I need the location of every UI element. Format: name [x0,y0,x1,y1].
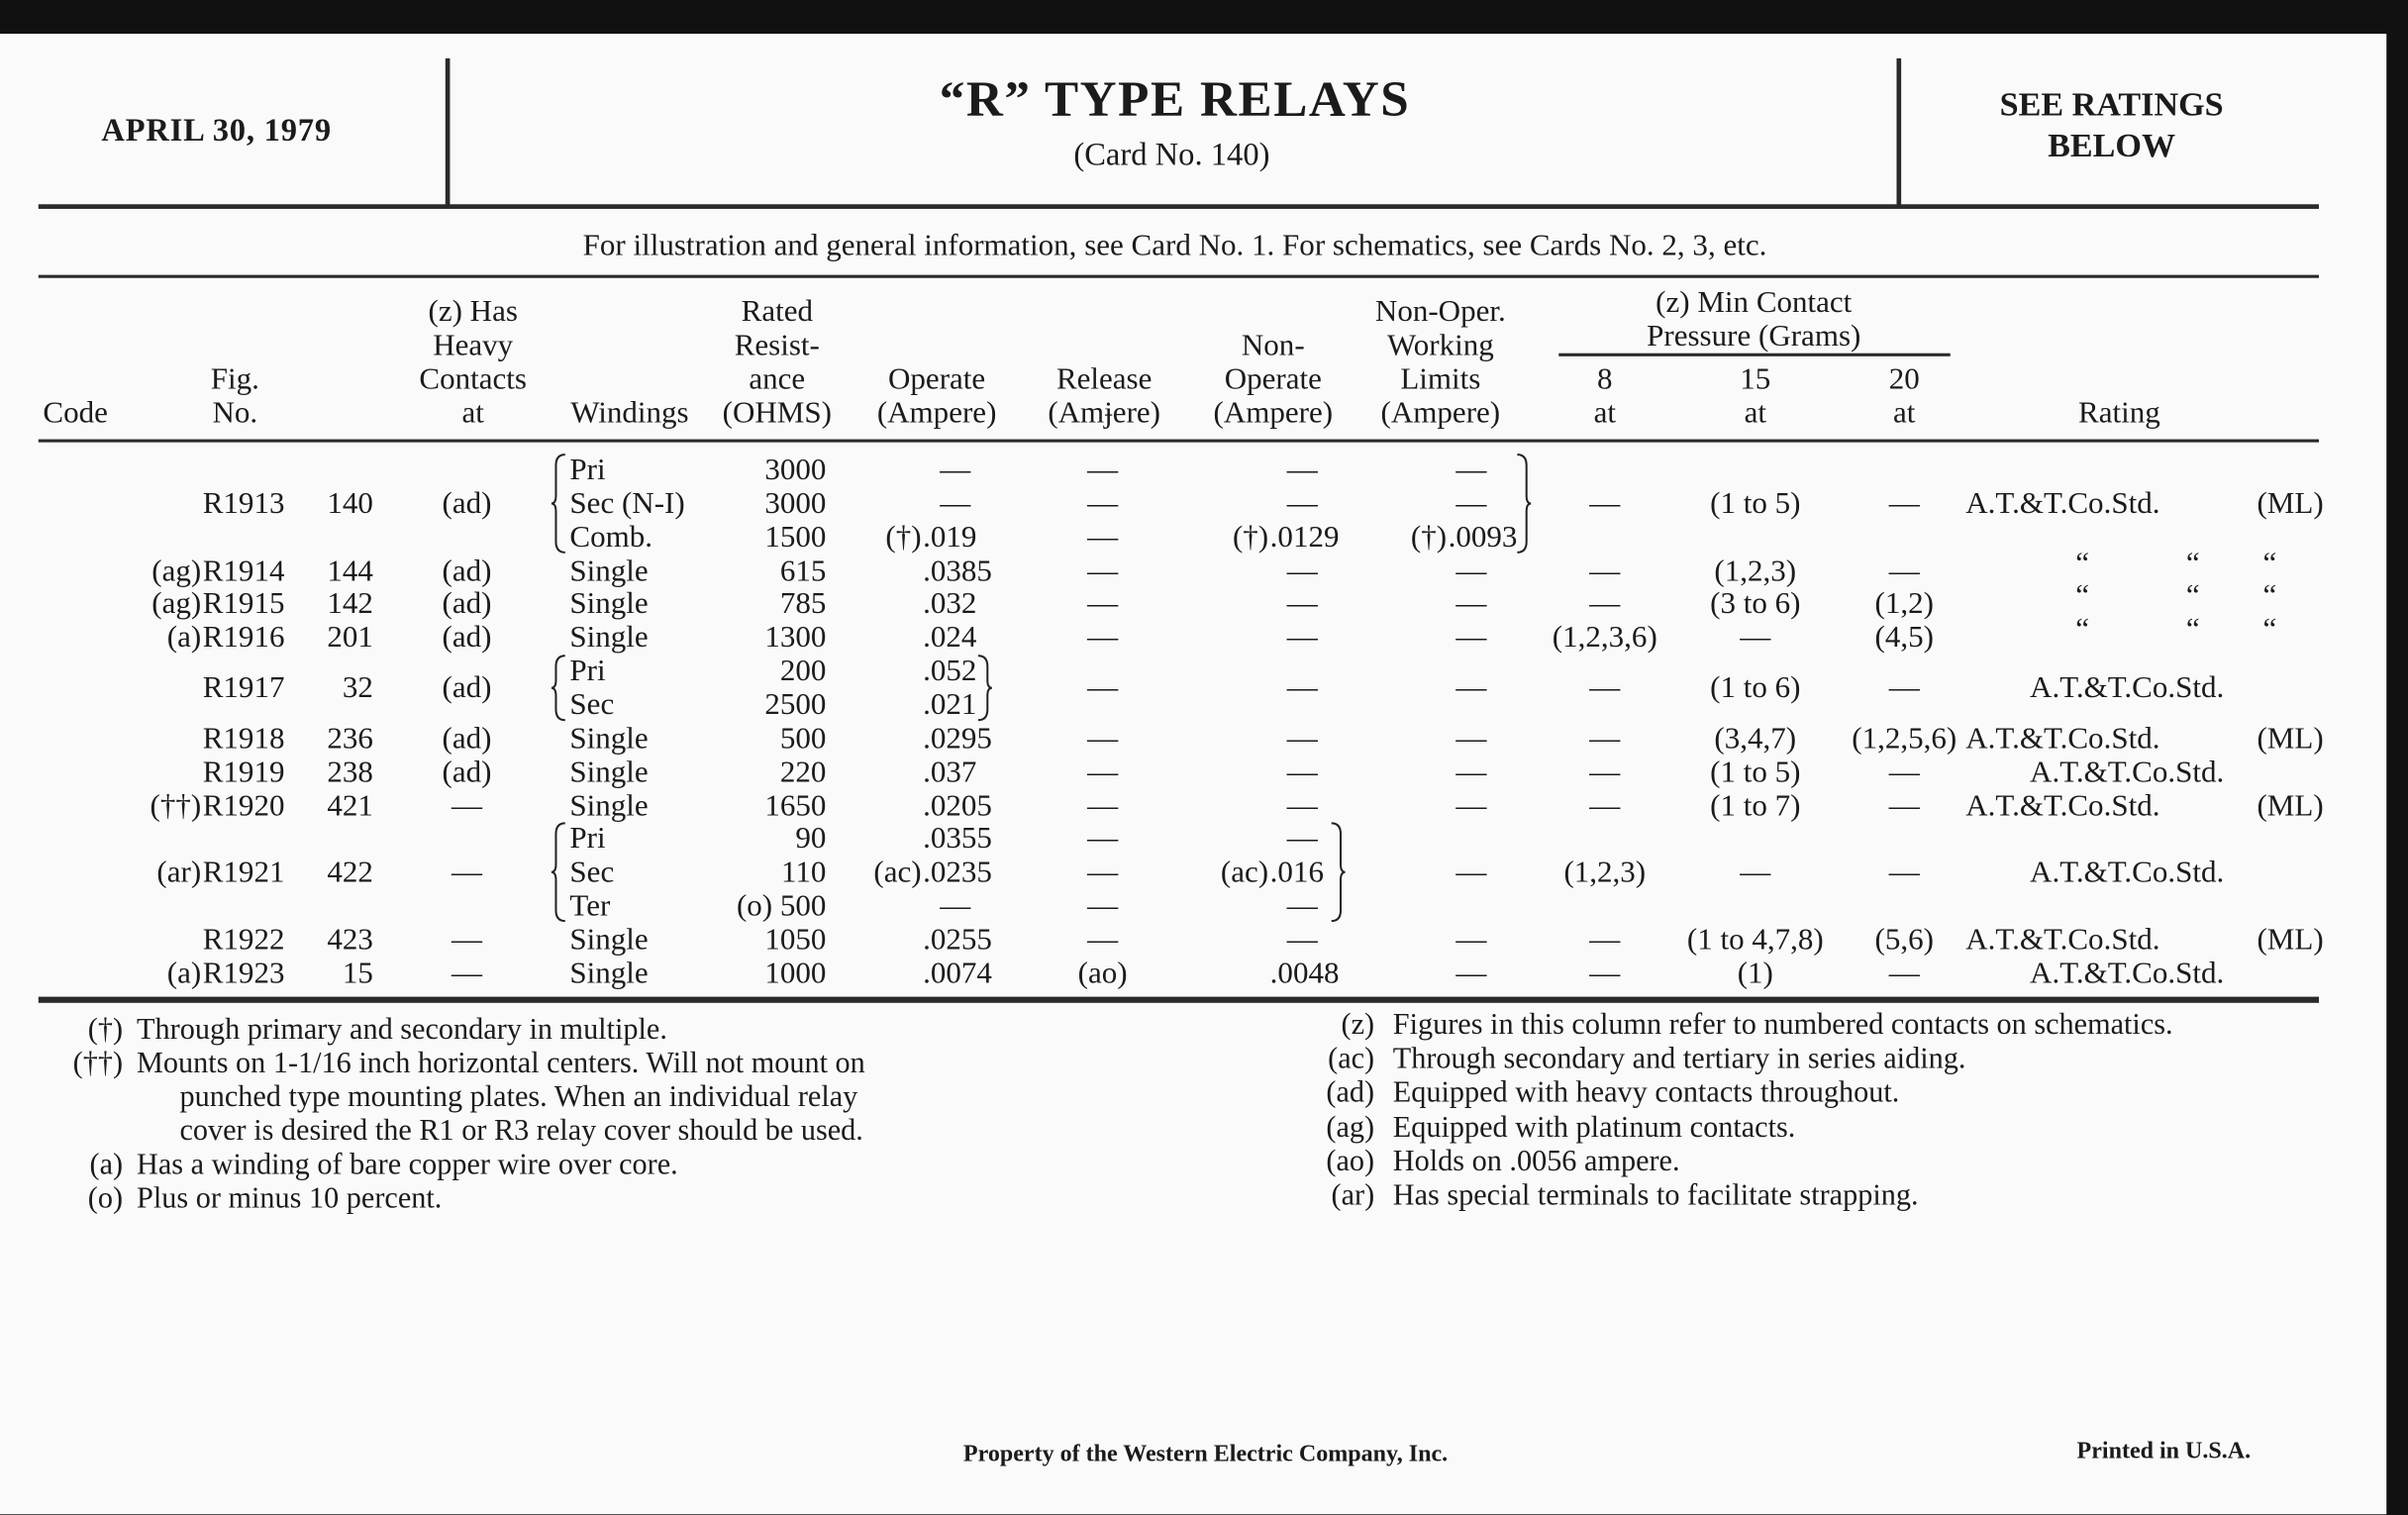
pressure-8g: — [1589,788,1621,823]
footnote-text: Holds on .0056 ampere. [1392,1146,1680,1178]
footnote-mark: (ac) [1328,1043,1375,1076]
footnote-text: Plus or minus 10 percent. [137,1182,443,1216]
working-value: — [1455,922,1487,958]
footnote-text: punched type mounting plates. When an individual relay [179,1081,858,1114]
heavy-contacts: — [451,788,483,823]
pressure-20g: — [1888,856,1920,890]
column-header-15-grams: 15 [1740,362,1771,397]
nonop-value: — [1286,889,1318,924]
footnote-mark: (ag) [1326,1111,1375,1145]
working-prefix: (†) [1410,520,1448,555]
ditto-mark: “ [2185,613,2200,648]
resistance-ohms: 1000 [764,956,827,991]
nonop-value: — [1286,755,1318,789]
footnote-mark: (ar) [1331,1179,1375,1213]
working-value: — [1455,856,1487,890]
release-value: — [1087,721,1119,756]
pressure-8g: — [1589,721,1621,756]
nonop-value: — [1286,922,1318,958]
relay-code: R1922 [202,922,285,958]
pressure-15g: (1 to 5) [1710,755,1801,789]
ditto-mark: “ [2262,579,2277,614]
windings-brace [552,454,567,555]
winding-name: Pri [569,453,606,487]
winding-name: Comb. [569,520,653,555]
nonop-value: — [1286,670,1318,705]
working-value: — [1455,956,1487,991]
nonop-value: — [1286,620,1318,656]
fig-number: 236 [327,721,373,756]
relay-code-note: (ag) [151,587,202,622]
release-value: — [1087,587,1119,622]
winding-name: Single [569,755,649,789]
info-line: For illustration and general information, see Card No. 1. For schematics, see Cards No. 2, 3, etc. [582,229,1767,263]
ditto-mark: “ [2075,546,2090,580]
resistance-ohms: 500 [779,721,827,756]
relay-code: R1920 [202,788,285,823]
column-header-code: Code [43,396,108,431]
footnote-text: Equipped with platinum contacts. [1392,1111,1796,1145]
printed-in: Printed in U.S.A. [2076,1438,2252,1464]
column-header-working-limits: Working [1386,328,1494,363]
working-value: .0093 [1448,520,1518,555]
header-divider-right [1896,58,1901,206]
pressure-15g: — [1740,856,1771,890]
nonop-value: — [1286,822,1318,857]
column-header-heavy-contacts: Heavy [433,328,514,363]
release-value: — [1087,620,1119,656]
operate-value: .052 [923,654,977,688]
operate-value: .019 [923,520,977,555]
relay-code-note: (ag) [151,554,202,588]
rating-ml: (ML) [2257,486,2324,521]
column-header-non-operate: Non- [1241,328,1305,363]
pressure-15g: (1 to 6) [1710,670,1801,705]
heavy-contacts: (ad) [442,721,492,756]
footnote-mark: (o) [87,1182,124,1216]
operate-value: .024 [923,620,977,656]
ditto-mark: “ [2185,546,2200,580]
footnote-mark: (ao) [1326,1146,1375,1178]
card-date: APRIL 30, 1979 [101,111,332,149]
nonop-value: — [1286,453,1318,487]
footnote-text: Equipped with heavy contacts throughout. [1392,1077,1900,1110]
heavy-contacts: (ad) [442,554,492,588]
footnote-text: cover is desired the R1 or R3 relay cover should be used. [179,1115,863,1148]
pressure-15g: (1 to 5) [1710,486,1801,521]
operate-prefix: (ac) [873,856,922,890]
winding-name: Single [569,788,649,823]
resistance-ohms: 220 [779,755,827,789]
winding-name: Ter [569,889,611,924]
resistance-ohms: 3000 [764,486,827,521]
resistance-ohms: 2500 [764,687,827,722]
pressure-20g: — [1888,788,1920,823]
working-value: — [1455,453,1487,487]
operate-value: — [940,453,971,487]
heavy-contacts: (ad) [442,486,492,521]
pressure-15g: (1 to 4,7,8) [1686,922,1824,958]
heavy-contacts: (ad) [442,670,492,705]
relay-code-note: (a) [166,620,202,656]
relay-code: R1916 [202,620,285,656]
column-header-fig-no: No. [212,396,258,431]
pressure-20g: — [1888,956,1920,991]
winding-name: Pri [569,654,606,688]
resistance-ohms: 200 [779,654,827,688]
relay-code: R1917 [202,670,285,705]
fig-number: 422 [327,856,373,890]
header-divider-left [446,58,451,206]
footnote-text: Mounts on 1-1/16 inch horizontal centers. Will not mount on [137,1048,865,1080]
footnote-mark: (†) [87,1014,124,1047]
rating: A.T.&T.Co.Std. [2030,670,2225,705]
pressure-8g: — [1589,670,1621,705]
rating: A.T.&T.Co.Std. [2030,755,2225,789]
pressure-20g: (1,2,5,6) [1852,721,1957,756]
winding-name: Single [569,721,649,756]
relay-code-note: (ar) [156,856,202,890]
rating: A.T.&T.Co.Std. [1965,721,2160,756]
resistance-ohms: 1300 [764,620,827,656]
column-header-heavy-contacts: at [461,396,484,431]
rating: A.T.&T.Co.Std. [1965,486,2160,521]
pressure-20g: — [1888,554,1920,588]
heavy-contacts: — [451,956,483,991]
shared-values-brace [1330,822,1346,923]
operate-value: .0295 [923,721,992,756]
column-header-resistance: Rated [741,294,813,329]
relay-code-note: (a) [166,956,202,991]
release-value: — [1087,856,1119,890]
resistance-ohms: (o) 500 [736,889,827,924]
resistance-ohms: 90 [795,822,827,857]
column-header-resistance: ance [749,362,806,397]
nonop-value: — [1286,721,1318,756]
relay-code: R1914 [202,554,285,588]
pressure-15g: — [1740,620,1771,656]
operate-value: .037 [923,755,977,789]
column-header-min-contact-pressure: Pressure (Grams) [1647,319,1861,354]
column-header-fig-no: Fig. [210,362,259,397]
footnote-text: Through secondary and tertiary in series aiding. [1392,1043,1966,1076]
pressure-20g: (4,5) [1874,620,1934,656]
pressure-8g: — [1589,554,1621,588]
nonop-value: — [1286,554,1318,588]
column-header-operate: Operate [888,362,986,397]
pressure-8g: — [1589,755,1621,789]
nonop-value: .0048 [1269,956,1340,991]
fig-number: 140 [327,486,373,521]
ditto-mark: “ [2262,613,2277,648]
nonop-prefix: (ac) [1220,856,1269,890]
working-value: — [1455,788,1487,823]
operate-value: — [940,486,971,521]
working-value: — [1455,721,1487,756]
pressure-20g: (1,2) [1874,587,1934,622]
footnote-text: Has special terminals to facilitate strapping. [1392,1179,1919,1213]
header-rule [39,204,2319,209]
relay-code: R1915 [202,587,285,622]
relay-code: R1918 [202,721,285,756]
winding-name: Single [569,956,649,991]
heavy-contacts: — [451,856,483,890]
nonop-value: — [1286,788,1318,823]
shared-values-brace [976,655,992,722]
working-value: — [1455,670,1487,705]
relay-code: R1921 [202,856,285,890]
pressure-8g: (1,2,3,6) [1552,620,1657,656]
column-header-working-limits: Limits [1400,362,1481,397]
winding-name: Sec (N-I) [569,486,685,521]
rating-ml: (ML) [2257,721,2324,756]
winding-name: Single [569,554,649,588]
pressure-20g: — [1888,486,1920,521]
fig-number: 238 [327,755,373,789]
column-header-release: Release [1055,362,1153,397]
column-header-resistance: (OHMS) [722,396,832,431]
property-notice: Property of the Western Electric Company, Inc. [962,1441,1449,1467]
pressure-8g: — [1589,587,1621,622]
column-header-20-grams: at [1893,396,1916,431]
release-value: — [1087,453,1119,487]
fig-number: 32 [342,670,373,705]
winding-name: Sec [569,856,615,890]
pressure-8g: (1,2,3) [1563,856,1647,890]
resistance-ohms: 615 [779,554,827,588]
working-value: — [1455,486,1487,521]
release-value: — [1087,822,1119,857]
relay-code: R1923 [202,956,285,991]
rating: A.T.&T.Co.Std. [1965,788,2160,823]
release-value: — [1087,755,1119,789]
fig-number: 423 [327,922,373,958]
operate-prefix: (†) [885,520,922,555]
release-value: — [1087,922,1119,958]
column-header-8-grams: 8 [1597,362,1613,397]
column-header-rule [39,440,2319,443]
column-header-non-operate: (Ampere) [1213,396,1334,431]
rating: A.T.&T.Co.Std. [2030,956,2225,991]
relay-code: R1919 [202,755,285,789]
operate-value: .0355 [923,822,992,857]
operate-value: .0255 [923,922,992,958]
footnote-mark: (ad) [1326,1077,1375,1110]
rating-ml: (ML) [2257,922,2324,958]
winding-name: Single [569,587,649,622]
footnote-text: Figures in this column refer to numbered contacts on schematics. [1392,1009,2173,1042]
footnote-mark: (z) [1341,1009,1375,1042]
fig-number: 144 [327,554,373,588]
pressure-15g: (1,2,3) [1714,554,1797,588]
nonop-value: — [1286,486,1318,521]
windings-brace [552,822,567,923]
info-rule [39,275,2319,278]
table-bottom-rule [39,997,2319,1003]
column-header-windings: Windings [570,396,689,431]
working-value: — [1455,620,1487,656]
heavy-contacts: — [451,922,483,958]
see-ratings-line2: BELOW [2048,126,2176,164]
column-header-release: (Amɉere) [1048,396,1161,431]
resistance-ohms: 1050 [764,922,827,958]
release-value: — [1087,670,1119,705]
operate-value: .0235 [923,856,992,890]
release-value: — [1087,788,1119,823]
footnote-text: Has a winding of bare copper wire over core. [137,1149,678,1182]
column-header-rating: Rating [2078,396,2160,431]
ditto-mark: “ [2075,613,2090,648]
resistance-ohms: 785 [779,587,827,622]
resistance-ohms: 110 [781,856,827,890]
pressure-8g: — [1589,922,1621,958]
working-value: — [1455,587,1487,622]
card-title: “R” TYPE RELAYS [939,72,1411,129]
fig-number: 142 [327,587,373,622]
heavy-contacts: (ad) [442,755,492,789]
release-value: — [1087,486,1119,521]
operate-value: .0074 [923,956,992,991]
winding-name: Single [569,620,649,656]
winding-name: Pri [569,822,606,857]
pressure-group-rule [1558,354,1951,355]
pressure-20g: — [1888,755,1920,789]
pressure-20g: — [1888,670,1920,705]
working-value: — [1455,755,1487,789]
column-header-15-grams: at [1744,396,1766,431]
fig-number: 15 [342,956,373,991]
pressure-8g: — [1589,956,1621,991]
column-header-working-limits: Non-Oper. [1374,294,1506,329]
resistance-ohms: 3000 [764,453,827,487]
pressure-15g: (1 to 7) [1710,788,1801,823]
column-header-heavy-contacts: Contacts [419,362,527,397]
footnote-mark: (††) [72,1048,124,1080]
column-header-min-contact-pressure: (z) Min Contact [1656,285,1853,320]
see-ratings-line1: SEE RATINGS [1999,84,2224,124]
nonop-value: .0129 [1269,520,1340,555]
column-header-heavy-contacts: (z) Has [428,294,518,329]
relay-code: R1913 [202,486,285,521]
operate-value: .032 [923,587,977,622]
pressure-20g: (5,6) [1874,922,1934,958]
heavy-contacts: (ad) [442,587,492,622]
operate-value: .021 [923,687,977,722]
shared-values-brace [1516,454,1532,555]
operate-value: .0385 [923,554,992,588]
relay-code-note: (††) [150,788,202,823]
rating: A.T.&T.Co.Std. [1965,922,2160,958]
rating-ml: (ML) [2257,788,2324,823]
footnote-text: Through primary and secondary in multiple. [137,1014,667,1047]
pressure-15g: (1) [1737,956,1773,991]
working-value: — [1455,554,1487,588]
column-header-8-grams: at [1593,396,1616,431]
column-header-non-operate: Operate [1224,362,1322,397]
nonop-value: — [1286,587,1318,622]
column-header-resistance: Resist- [734,328,820,363]
resistance-ohms: 1500 [764,520,827,555]
nonop-value: .016 [1269,856,1324,890]
column-header-20-grams: 20 [1888,362,1920,397]
ditto-mark: “ [2075,579,2090,614]
release-value: — [1087,554,1119,588]
ditto-mark: “ [2262,546,2277,580]
pressure-15g: (3,4,7) [1714,721,1797,756]
nonop-prefix: (†) [1232,520,1269,555]
operate-value: .0205 [923,788,992,823]
card-number: (Card No. 140) [1073,136,1270,173]
heavy-contacts: (ad) [442,620,492,656]
fig-number: 201 [327,620,373,656]
windings-brace [552,655,567,722]
release-value: — [1087,520,1119,555]
pressure-15g: (3 to 6) [1710,587,1801,622]
column-header-working-limits: (Ampere) [1380,396,1501,431]
winding-name: Single [569,922,649,958]
operate-value: — [940,889,971,924]
ditto-mark: “ [2185,579,2200,614]
release-value: — [1087,889,1119,924]
release-value: (ao) [1077,956,1128,991]
rating: A.T.&T.Co.Std. [2030,856,2225,890]
pressure-8g: — [1589,486,1621,521]
winding-name: Sec [569,687,615,722]
resistance-ohms: 1650 [764,788,827,823]
footnote-mark: (a) [89,1149,124,1182]
fig-number: 421 [327,788,373,823]
column-header-operate: (Ampere) [876,396,997,431]
